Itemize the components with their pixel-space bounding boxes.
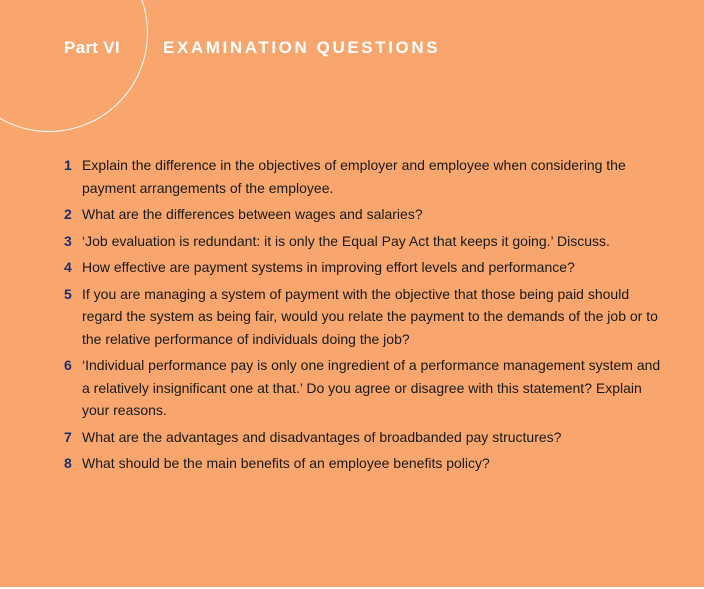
question-number: 2	[64, 206, 72, 222]
question-text: What are the differences between wages and salaries?	[82, 206, 423, 222]
question-number: 3	[64, 232, 72, 249]
question-text: ‘Job evaluation is redundant: it is only the Equal Pay Act that keeps it going.’ Discuss.	[82, 232, 610, 249]
question-number: 7	[64, 428, 72, 445]
question-item	[64, 256, 664, 279]
question-item	[64, 426, 664, 449]
question-item	[64, 354, 664, 422]
question-number: 4	[64, 259, 72, 275]
question-number: 1	[64, 157, 72, 173]
question-number: 6	[64, 357, 72, 373]
question-number: 8	[64, 455, 72, 471]
question-item	[64, 203, 664, 226]
question-item	[64, 154, 664, 199]
page-title: EXAMINATION QUESTIONS	[163, 38, 441, 57]
decorative-circle	[0, 0, 148, 132]
question-text: What are the advantages and disadvantages of broadbanded pay structures?	[82, 428, 562, 445]
question-text: Explain the difference in the objectives of employer and employee when considering the payment arrangements of the employee.	[82, 157, 626, 196]
part-label: Part VI	[64, 38, 120, 57]
question-text: ‘Individual performance pay is only one ingredient of a performance management system and a relatively insignificant one at that.’ Do you agree or disagree with this statement? Explain your reasons.	[82, 357, 661, 418]
question-list	[64, 154, 664, 479]
question-item	[64, 230, 664, 253]
question-text: If you are managing a system of payment with the objective that those being paid should regard the system as being fair, would you relate the payment to the demands of the job or to the relative performance of individuals doing the job?	[82, 285, 658, 347]
question-text: What should be the main benefits of an employee benefits policy?	[82, 455, 490, 471]
question-text: How effective are payment systems in improving effort levels and performance?	[82, 259, 575, 275]
question-item	[64, 452, 664, 475]
question-number: 5	[64, 285, 72, 302]
question-item	[64, 283, 664, 351]
